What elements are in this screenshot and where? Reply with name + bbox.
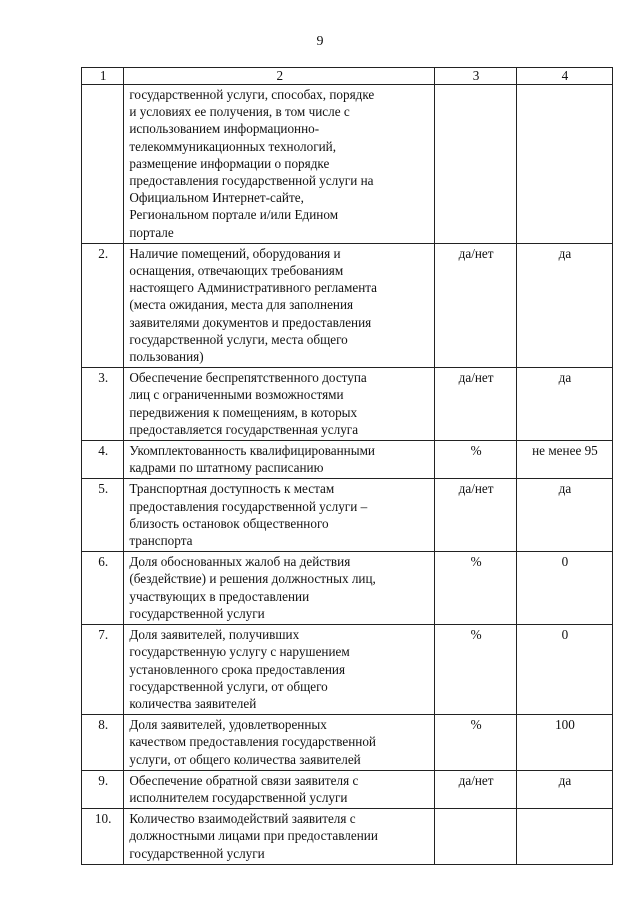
value-cell: не менее 95: [516, 441, 612, 479]
indicator-text: Обеспечение беспрепятственного доступа лиц с ограниченными возможностями передвижения к помещениям, в которых предоставляется государственная услуга: [124, 368, 435, 441]
table-header-row: [82, 68, 613, 85]
table-row: [82, 243, 613, 367]
column-header-4: 4: [516, 68, 612, 85]
row-number: 5.: [82, 479, 124, 552]
row-number: 4.: [82, 441, 124, 479]
indicator-text: Обеспечение обратной связи заявителя с исполнителем государственной услуги: [124, 770, 435, 808]
row-number: [82, 85, 124, 244]
row-number: 6.: [82, 552, 124, 625]
indicator-text: Доля заявителей, получивших государственную услугу с нарушением установленного срока предоставления государственной услуги, от общего количества заявителей: [124, 625, 435, 715]
indicator-text: Количество взаимодействий заявителя с должностными лицами при предоставлении государственной услуги: [124, 809, 435, 865]
page-number: 9: [316, 34, 324, 49]
unit-cell: да/нет: [435, 770, 517, 808]
indicators-table: [81, 67, 613, 865]
column-header-2: 2: [124, 68, 435, 85]
row-number: 7.: [82, 625, 124, 715]
column-header-3: 3: [435, 68, 517, 85]
value-cell: 0: [516, 552, 612, 625]
unit-cell: да/нет: [435, 479, 517, 552]
unit-cell: да/нет: [435, 243, 517, 367]
unit-cell: [435, 85, 517, 244]
row-number: 3.: [82, 368, 124, 441]
row-number: 9.: [82, 770, 124, 808]
value-cell: да: [516, 770, 612, 808]
row-number: 10.: [82, 809, 124, 865]
unit-cell: %: [435, 552, 517, 625]
unit-cell: %: [435, 441, 517, 479]
table-row: [82, 441, 613, 479]
table-row: [82, 625, 613, 715]
value-cell: да: [516, 368, 612, 441]
indicator-text: Доля обоснованных жалоб на действия (бездействие) и решения должностных лиц, участвующих в предоставлении государственной услуги: [124, 552, 435, 625]
value-cell: [516, 809, 612, 865]
table-row: [82, 552, 613, 625]
column-header-1: 1: [82, 68, 124, 85]
indicator-text: Доля заявителей, удовлетворенных качеством предоставления государственной услуги, от общего количества заявителей: [124, 715, 435, 771]
indicator-text: государственной услуги, способах, порядке и условиях ее получения, в том числе с использованием информационно- телекоммуникационных технологий, размещение информации о порядке предоставления государственной услуги на Официальном Интернет-сайте, Региональном портале и/или Едином портале: [124, 85, 435, 244]
unit-cell: %: [435, 715, 517, 771]
indicator-text: Транспортная доступность к местам предоставления государственной услуги – близость остановок общественного транспорта: [124, 479, 435, 552]
value-cell: да: [516, 243, 612, 367]
indicator-text: Наличие помещений, оборудования и оснащения, отвечающих требованиям настоящего Административного регламента (места ожидания, места для заполнения заявителями документов и предоставления государственной услуги, места общего пользования): [124, 243, 435, 367]
table-row: [82, 809, 613, 865]
value-cell: да: [516, 479, 612, 552]
value-cell: 0: [516, 625, 612, 715]
unit-cell: да/нет: [435, 368, 517, 441]
table-row: [82, 368, 613, 441]
indicator-text: Укомплектованность квалифицированными кадрами по штатному расписанию: [124, 441, 435, 479]
value-cell: [516, 85, 612, 244]
row-number: 2.: [82, 243, 124, 367]
table-row: [82, 85, 613, 244]
value-cell: 100: [516, 715, 612, 771]
unit-cell: [435, 809, 517, 865]
table-row: [82, 479, 613, 552]
table-row: [82, 715, 613, 771]
row-number: 8.: [82, 715, 124, 771]
table-row: [82, 770, 613, 808]
unit-cell: %: [435, 625, 517, 715]
